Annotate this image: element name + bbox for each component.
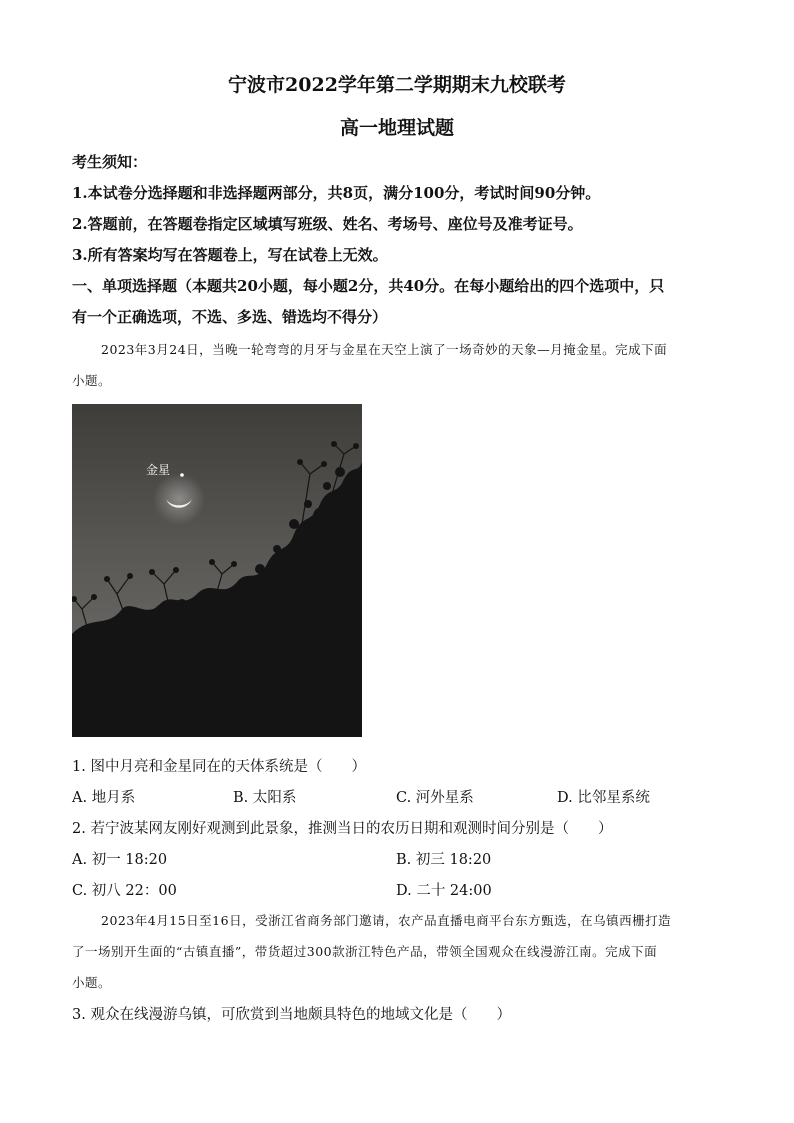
passage1-line2: 小题。 [72, 373, 112, 388]
notice-item-2: 2.答题前，在答题卷指定区域填写班级、姓名、考场号、座位号及准考证号。 [72, 215, 583, 233]
exam-title: 宁波市2022学年第二学期期末九校联考 [228, 74, 566, 96]
q1-option-c: C. 河外星系 [396, 790, 474, 806]
q2-option-d: D. 二十 24:00 [396, 883, 492, 899]
section-heading-line1: 一、单项选择题（本题共20小题，每小题2分，共40分。在每小题给出的四个选项中，只 [72, 277, 665, 295]
passage2-line1: 2023年4月15日至16日，受浙江省商务部门邀请，农产品直播电商平台东方甄选，在乌镇西栅打造 [101, 913, 672, 928]
q2-option-b: B. 初三 18:20 [396, 852, 492, 868]
q2-option-a: A. 初一 18:20 [72, 852, 168, 868]
moon-venus-photo [72, 404, 362, 737]
passage1-line1: 2023年3月24日，当晚一轮弯弯的月牙与金星在天空上演了一场奇妙的天象—月掩金星。完成下面 [101, 342, 668, 357]
passage2-line2: 了一场别开生面的“古镇直播”，带货超过300款浙江特色产品，带领全国观众在线漫游江南。完成下面 [72, 944, 658, 959]
venus-dot [180, 473, 184, 477]
q1-stem: 1. 图中月亮和金星同在的天体系统是（ ） [72, 759, 366, 775]
q1-option-d: D. 比邻星系统 [557, 790, 650, 806]
q2-stem: 2. 若宁波某网友刚好观测到此景象，推测当日的农历日期和观测时间分别是（ ） [72, 821, 613, 837]
venus-label: 金星 [146, 463, 171, 477]
exam-subtitle: 高一地理试题 [339, 117, 454, 139]
notice-heading: 考生须知： [72, 153, 148, 171]
q1-option-b: B. 太阳系 [233, 790, 297, 806]
notice-item-3: 3.所有答案均写在答题卷上，写在试卷上无效。 [72, 246, 388, 264]
q1-option-a: A. 地月系 [72, 790, 136, 806]
notice-item-1: 1.本试卷分选择题和非选择题两部分，共8页，满分100分，考试时间90分钟。 [72, 184, 601, 202]
passage2-line3: 小题。 [72, 975, 112, 990]
section-heading-line2: 有一个正确选项，不选、多选、错选均不得分） [72, 308, 388, 326]
q3-stem: 3. 观众在线漫游乌镇，可欣赏到当地颇具特色的地域文化是（ ） [72, 1007, 511, 1023]
q2-option-c: C. 初八 22：00 [72, 883, 177, 899]
